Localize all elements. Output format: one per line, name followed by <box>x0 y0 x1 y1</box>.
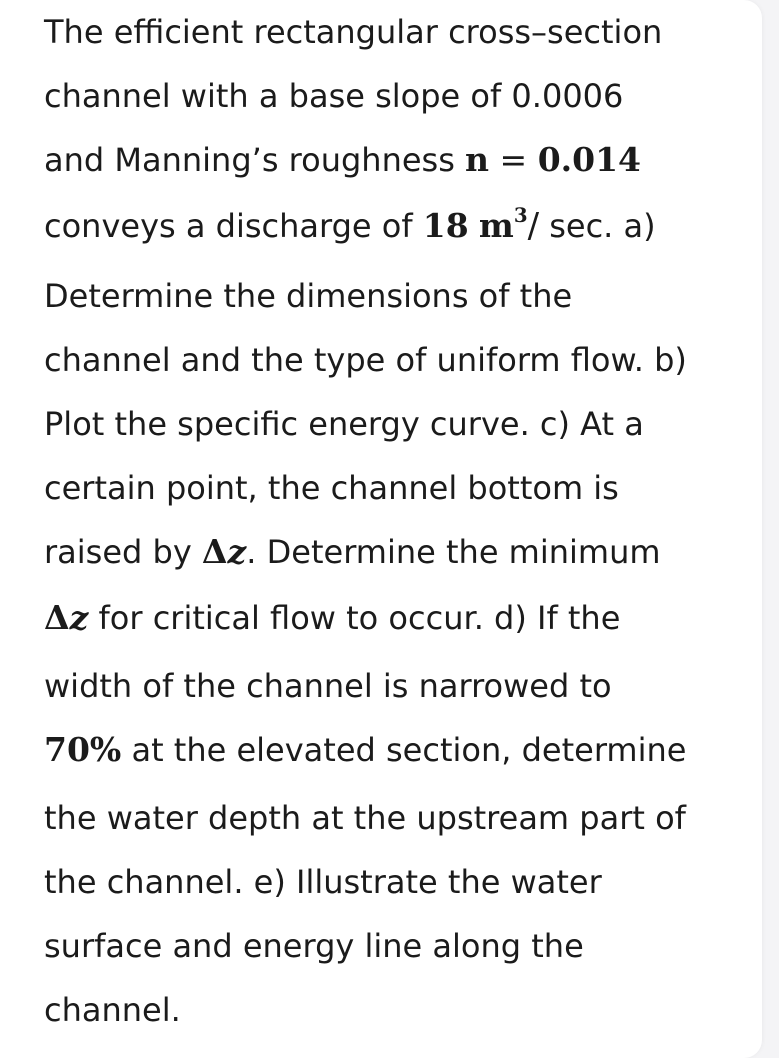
delta-symbol: Δ <box>201 532 228 571</box>
discharge-value: 18 <box>422 206 469 245</box>
text-line-14 <box>44 862 602 902</box>
text-line-9 <box>44 532 661 572</box>
text-line-13 <box>44 798 686 838</box>
text-line-10 <box>44 598 620 638</box>
text-line-7-content: Plot the specific energy curve. c) At a <box>44 405 644 443</box>
equals-sign: = <box>489 140 538 179</box>
text-line-9-prefix: raised by <box>44 533 202 571</box>
z-symbol-2: z <box>69 598 89 637</box>
z-symbol: z <box>227 532 247 571</box>
text-line-7 <box>44 404 644 444</box>
delta-symbol-2: Δ <box>44 598 70 637</box>
discharge-unit-base: m <box>478 206 514 245</box>
text-line-3 <box>44 140 641 180</box>
text-line-6-content: channel and the type of uniform flow. b) <box>44 341 687 379</box>
text-line-16-content: channel. <box>44 991 181 1029</box>
text-line-11 <box>44 666 612 706</box>
text-line-1-content: The efficient rectangular cross–section <box>44 13 663 51</box>
text-line-15 <box>44 926 584 966</box>
discharge-unit <box>478 203 528 245</box>
text-line-1 <box>44 12 662 52</box>
text-line-5-content: Determine the dimensions of the <box>44 277 573 315</box>
discharge-unit-exponent: 3 <box>513 203 528 228</box>
text-line-2-content: channel with a base slope of 0.0006 <box>44 77 624 115</box>
text-line-8-content: certain point, the channel bottom is <box>44 469 619 507</box>
text-line-2 <box>44 76 623 116</box>
text-line-4-suffix: sec. a) <box>539 207 656 245</box>
text-line-8 <box>44 468 619 508</box>
text-line-5 <box>44 276 572 316</box>
text-line-6 <box>44 340 687 380</box>
text-line-4-prefix: conveys a discharge of <box>44 207 423 245</box>
percent-value: 70% <box>44 730 122 769</box>
text-line-12 <box>44 730 686 770</box>
manning-n-symbol: n <box>465 140 490 179</box>
manning-n-value: 0.014 <box>537 140 642 179</box>
text-line-11-content: width of the channel is narrowed to <box>44 667 612 705</box>
text-line-13-content: the water depth at the upstream part of <box>44 799 686 837</box>
text-line-14-content: the channel. e) Illustrate the water <box>44 863 602 901</box>
text-line-15-content: surface and energy line along the <box>44 927 584 965</box>
text-line-9-suffix: . Determine the minimum <box>246 533 661 571</box>
text-line-16 <box>44 990 181 1030</box>
text-line-3-prefix: and Manning’s roughness <box>44 141 466 179</box>
unit-slash: / <box>527 206 540 246</box>
text-line-10-suffix: for critical flow to occur. d) If the <box>88 599 621 637</box>
text-line-12-suffix: at the elevated section, determine <box>121 731 687 769</box>
text-line-4 <box>44 203 656 246</box>
